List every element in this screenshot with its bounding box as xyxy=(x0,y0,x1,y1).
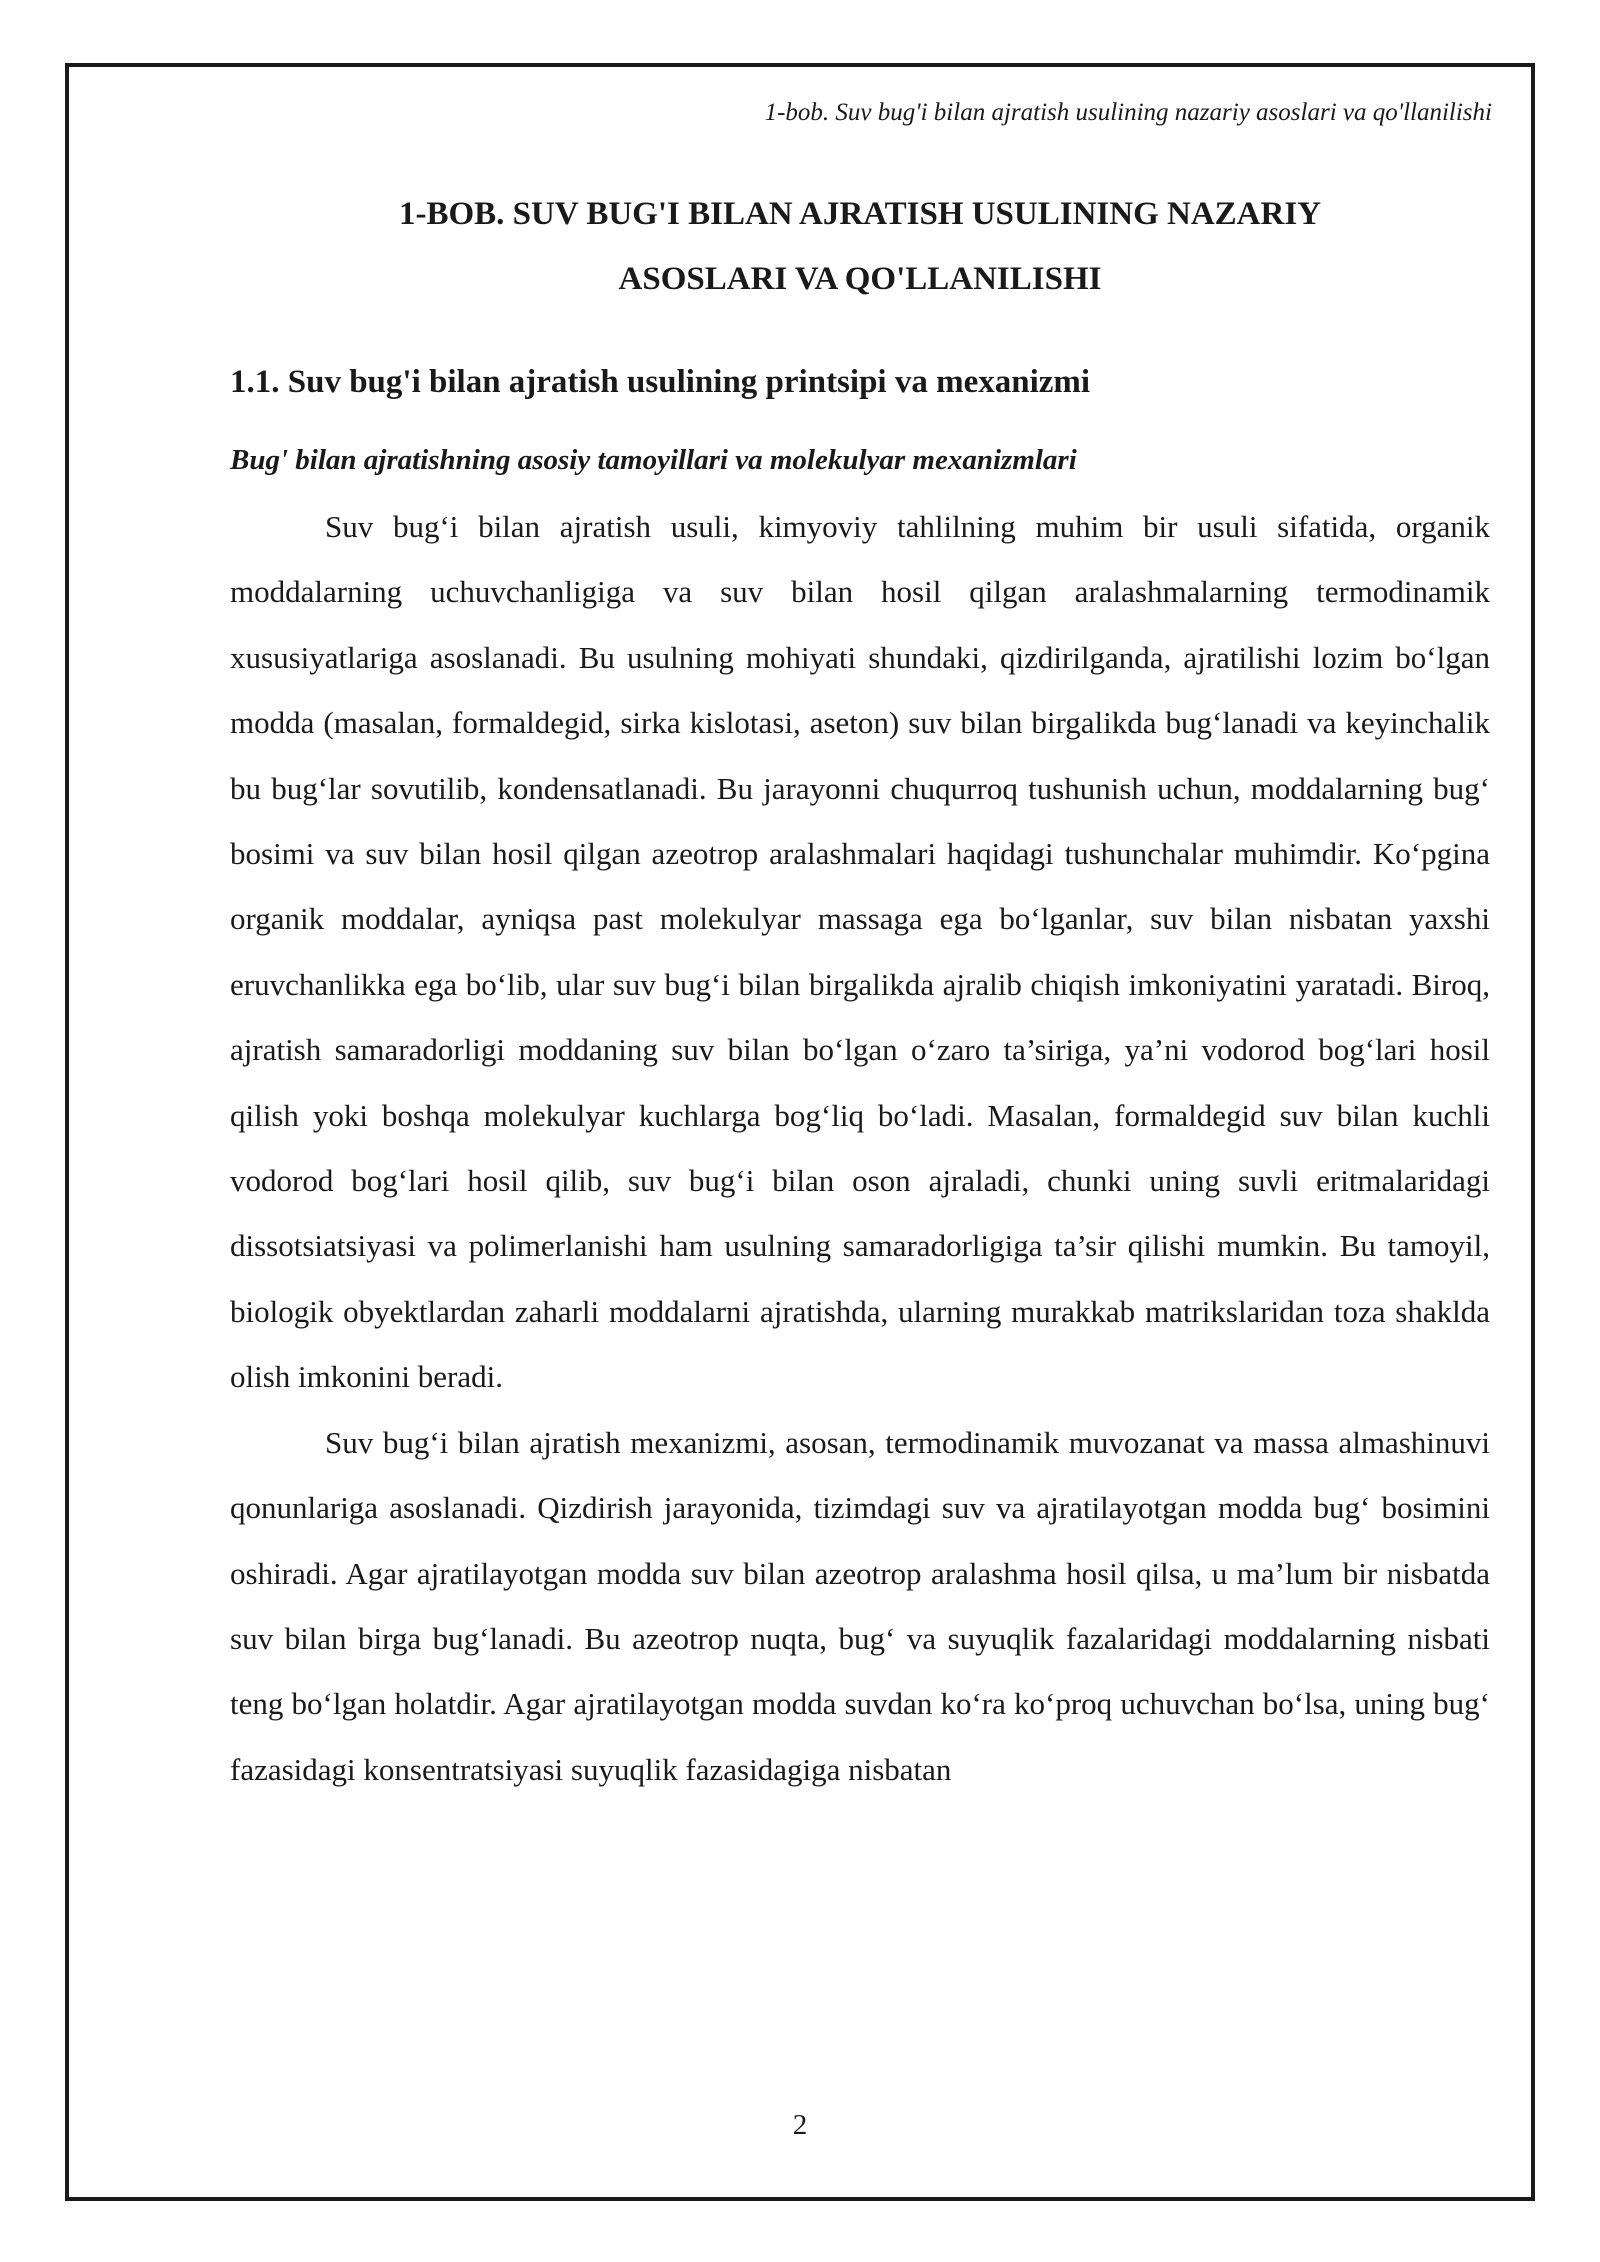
subsection-title: Bug' bilan ajratishning asosiy tamoyillari va molekulyar mexanizmlari xyxy=(230,444,1077,476)
body-paragraph-1: Suv bug‘i bilan ajratish usuli, kimyoviy tahlilning muhim bir usuli sifatida, organik moddalarning uchuvchanligiga va suv bilan hosil qilgan aralashmalarning termodinamik xususiyatlariga asoslanadi. Bu usulning mohiyati shundaki, qizdirilganda, ajratilishi lozim bo‘lgan modda (masalan, formaldegid, sirka kislotasi, aseton) suv bilan birgalikda bug‘lanadi va keyinchalik bu bug‘lar sovutilib, kondensatlanadi. Bu jarayonni chuqurroq tushunish uchun, moddalarning bug‘ bosimi va suv bilan hosil qilgan azeotrop aralashmalari haqidagi tushunchalar muhimdir. Ko‘pgina organik moddalar, ayniqsa past molekulyar massaga ega bo‘lganlar, suv bilan nisbatan yaxshi eruvchanlikka ega bo‘lib, ular suv bug‘i bilan birgalikda ajralib chiqish imkoniyatini yaratadi. Biroq, ajratish samaradorligi moddaning suv bilan bo‘lgan o‘zaro ta’siriga, ya’ni vodorod bog‘lari hosil qilish yoki boshqa molekulyar kuchlarga bog‘liq bo‘ladi. Masalan, formaldegid suv bilan kuchli vodorod bog‘lari hosil qilib, suv bug‘i bilan oson ajraladi, chunki uning suvli eritmalaridagi dissotsiatsiyasi va polimerlanishi ham usulning samaradorligiga ta’sir qilishi mumkin. Bu tamoyil, biologik obyektlardan zaharli moddalarni ajratishda, ularning murakkab matrikslaridan toza shaklda olish imkonini beradi. xyxy=(230,509,1490,1395)
chapter-title xyxy=(230,182,1490,312)
chapter-title-line-1: 1-BOB. SUV BUG'I BILAN AJRATISH USULINING NAZARIY xyxy=(398,196,1322,232)
running-header: 1-bob. Suv bug'i bilan ajratish usulining nazariy asoslari va qo'llanilishi xyxy=(764,99,1492,126)
body-paragraph-2: Suv bug‘i bilan ajratish mexanizmi, asosan, termodinamik muvozanat va massa almashinuvi qonunlariga asoslanadi. Qizdirish jarayonida, tizimdagi suv va ajratilayotgan modda bug‘ bosimini oshiradi. Agar ajratilayotgan modda suv bilan azeotrop aralashma hosil qilsa, u ma’lum bir nisbatda suv bilan birga bug‘lanadi. Bu azeotrop nuqta, bug‘ va suyuqlik fazalaridagi moddalarning nisbati teng bo‘lgan holatdir. Agar ajratilayotgan modda suvdan ko‘ra ko‘proq uchuvchan bo‘lsa, uning bug‘ fazasidagi konsentratsiyasi suyuqlik fazasidagiga nisbatan xyxy=(230,1424,1490,1787)
page-number: 2 xyxy=(792,2109,808,2141)
chapter-title-line-2: ASOSLARI VA QO'LLANILISHI xyxy=(618,261,1102,297)
page-content xyxy=(230,182,1490,1802)
section-title: 1.1. Suv bug'i bilan ajratish usulining printsipi va mexanizmi xyxy=(230,364,1091,400)
